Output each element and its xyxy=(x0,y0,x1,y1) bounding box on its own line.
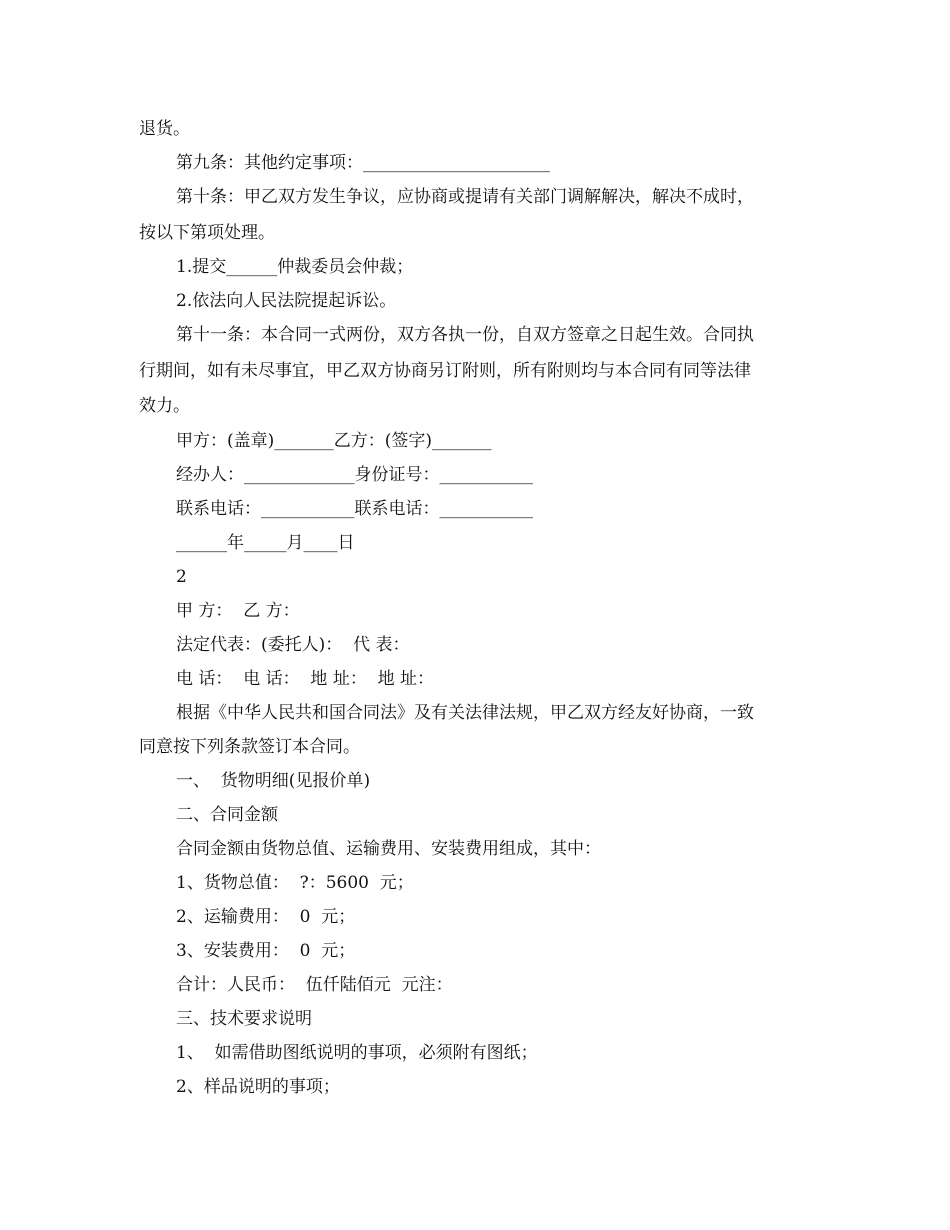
parties-line: 甲 方： 乙 方： xyxy=(176,601,300,621)
transport-fee-line: 2、运输费用： 0 元； xyxy=(176,907,356,927)
clause-9-line: 第九条：其他约定事项：______________________ xyxy=(176,153,550,173)
text-line: 1、 如需借助图纸说明的事项，必须附有图纸； xyxy=(176,1043,538,1063)
clause-11-line: 第十一条：本合同一式两份，双方各执一份，自双方签章之日起生效。合同执 xyxy=(176,325,754,345)
text-line: 效力。 xyxy=(139,396,190,416)
text-line: 同意按下列条款签订本合同。 xyxy=(139,737,360,757)
preamble-line: 根据《中华人民共和国合同法》及有关法律法规，甲乙双方经友好协商，一致 xyxy=(176,703,754,723)
signature-party-line: 甲方：(盖章)_______乙方：(签字)_______ xyxy=(176,431,492,451)
arbitration-option-line: 1.提交______仲裁委员会仲裁； xyxy=(176,257,414,277)
text-line: 退货。 xyxy=(139,119,190,139)
section-heading: 二、合同金额 xyxy=(176,805,278,825)
page-number: 2 xyxy=(176,567,187,587)
text-line: 行期间，如有未尽事宜，甲乙双方协商另订附则，所有附则均与本合同有同等法律 xyxy=(139,361,751,381)
section-heading: 一、 货物明细(见报价单) xyxy=(176,771,371,791)
install-fee-line: 3、安装费用： 0 元； xyxy=(176,941,356,961)
clause-10-line: 第十条：甲乙双方发生争议，应协商或提请有关部门调解解决，解决不成时， xyxy=(176,187,754,207)
text-line: 按以下第项处理。 xyxy=(139,223,275,243)
handler-id-line: 经办人：_____________身份证号：___________ xyxy=(176,465,533,485)
text-line: 2、样品说明的事项； xyxy=(176,1077,340,1097)
text-line: 合同金额由货物总值、运输费用、安装费用组成，其中： xyxy=(176,839,601,859)
contact-phone-line: 联系电话：___________联系电话：___________ xyxy=(176,499,533,519)
total-line: 合计：人民币： 伍仟陆佰元 元注： xyxy=(176,975,453,995)
phone-address-line: 电 话： 电 话： 地 址： 地 址： xyxy=(176,669,435,689)
representative-line: 法定代表：(委托人)： 代 表： xyxy=(176,635,410,655)
date-line: ______年_____月____日 xyxy=(176,533,355,553)
goods-value-line: 1、货物总值： ?：5600 元； xyxy=(176,873,414,893)
litigation-option-line: 2.依法向人民法院提起诉讼。 xyxy=(176,291,397,311)
section-heading: 三、技术要求说明 xyxy=(176,1009,312,1029)
